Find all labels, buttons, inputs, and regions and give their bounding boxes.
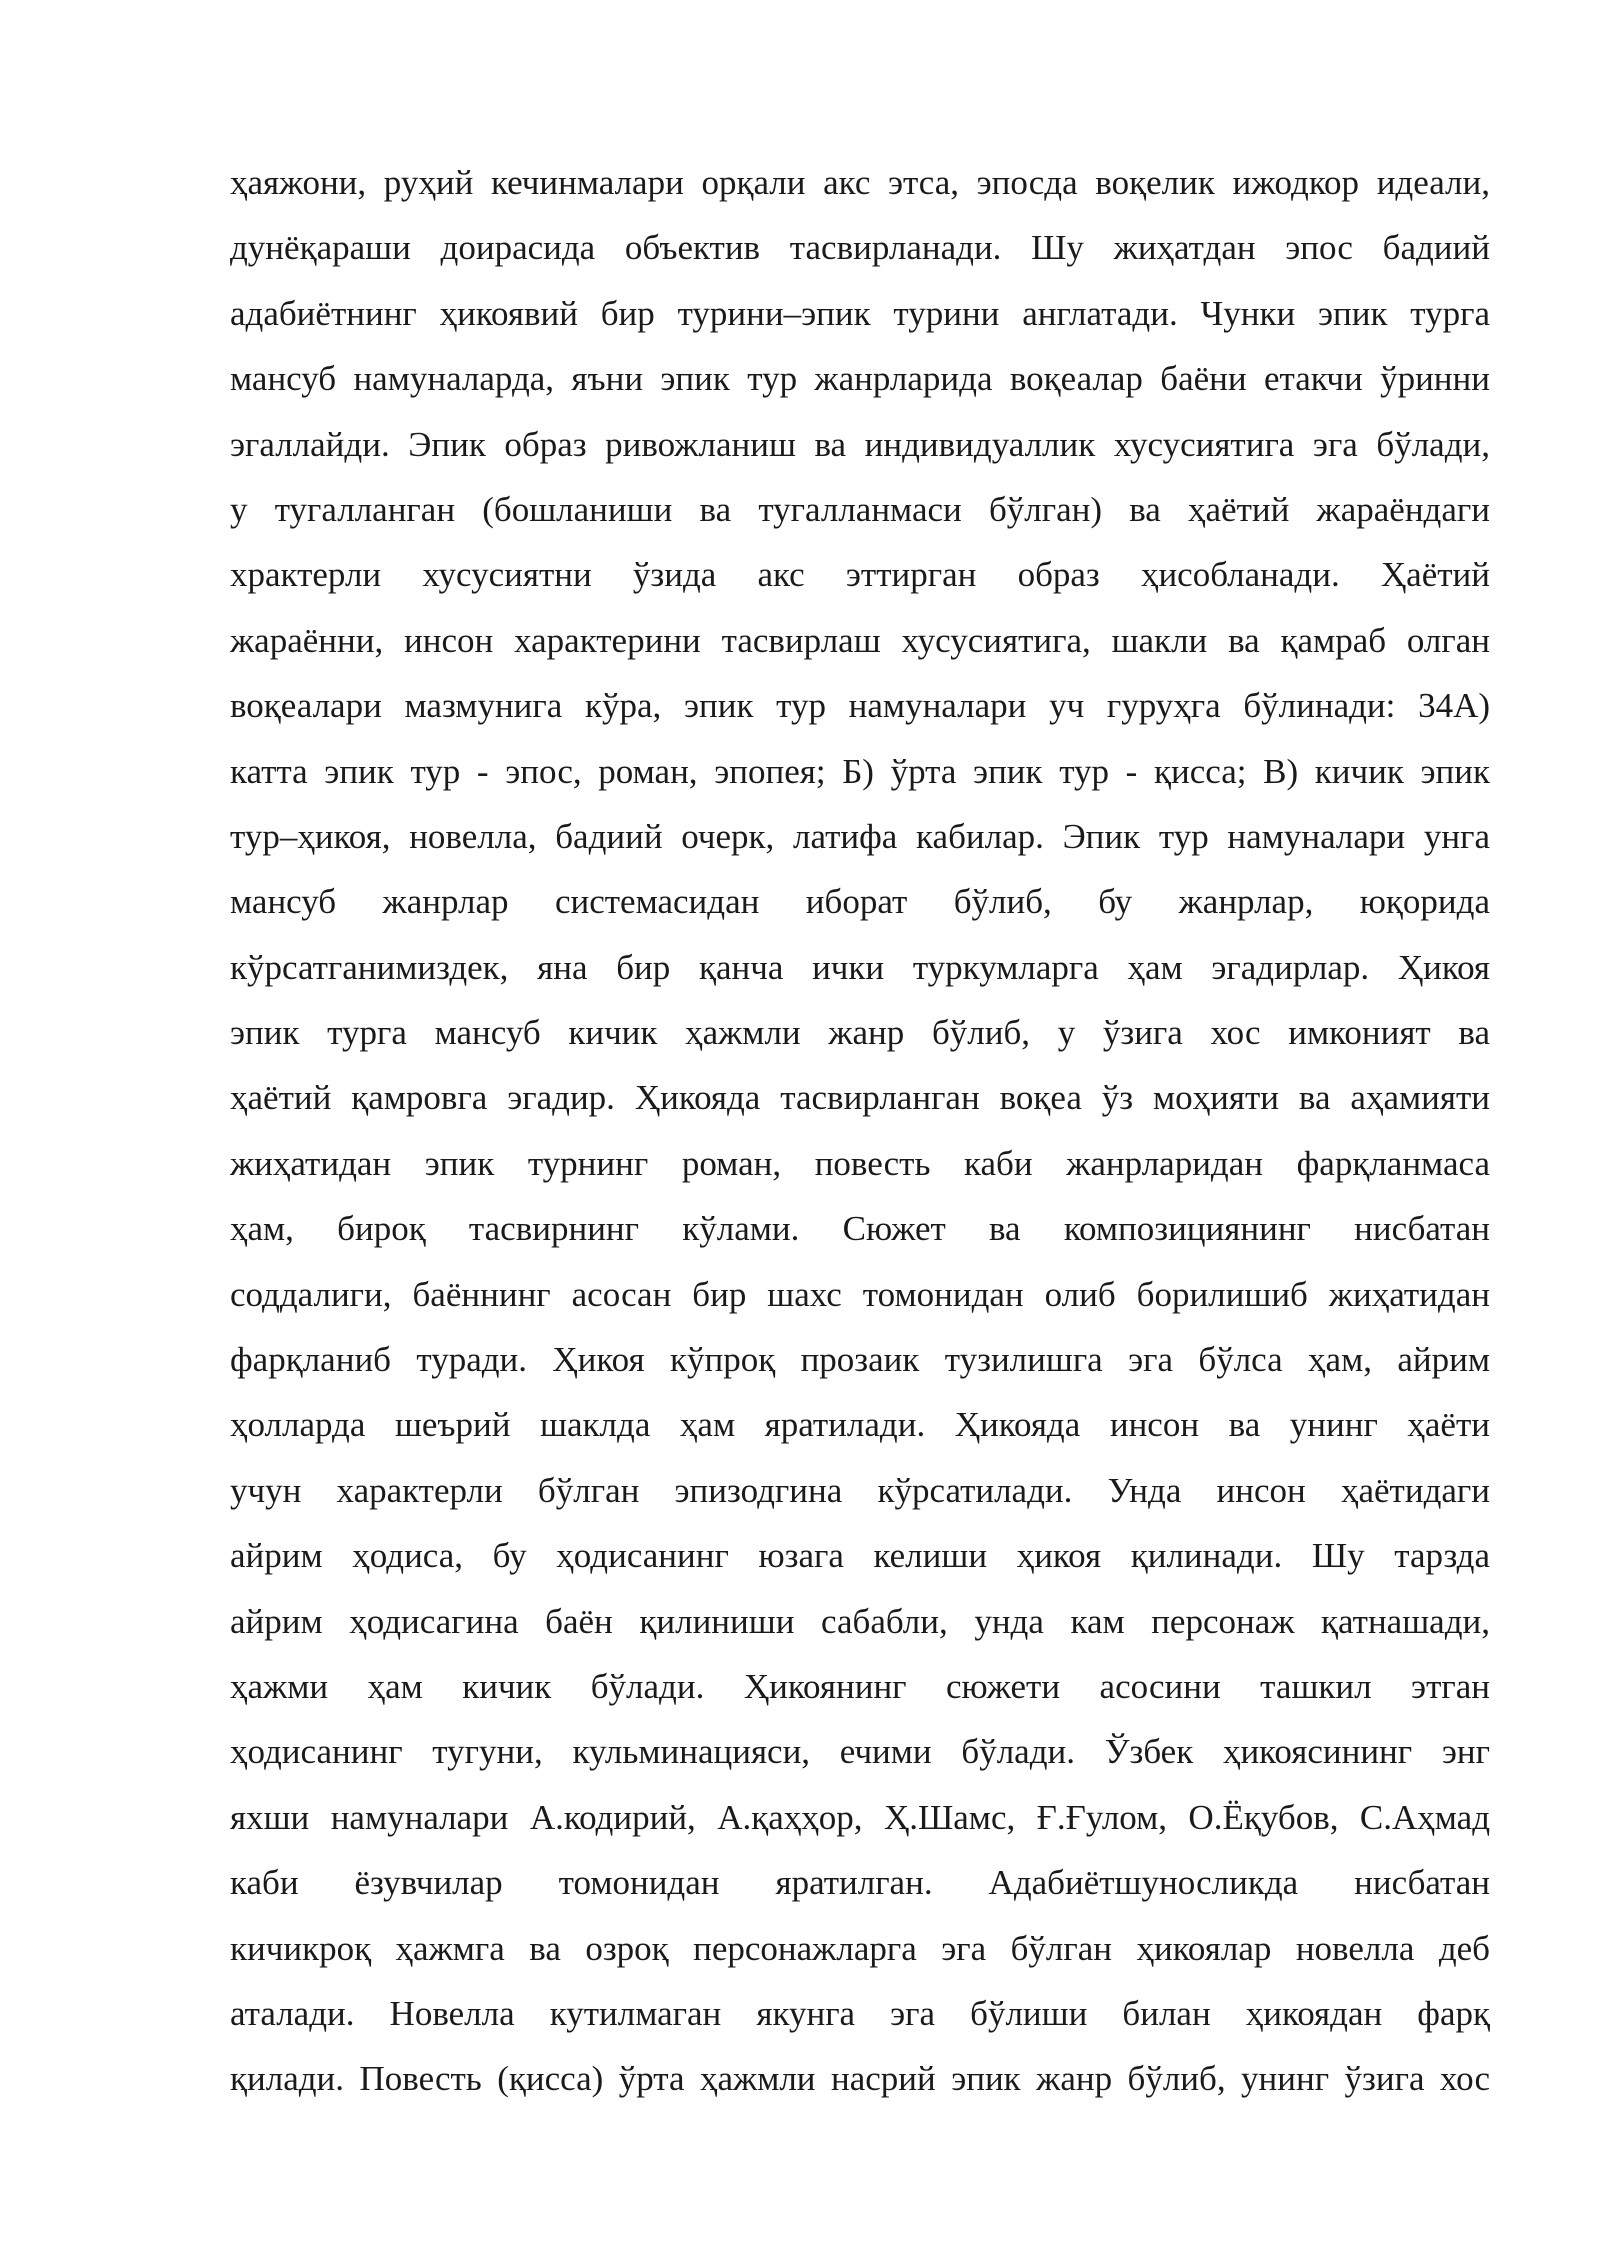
text-line: мансуб намуналарда, яъни эпик тур жанрларида воқеалар баёни етакчи ўринни (230, 359, 1490, 399)
text-line: ҳаяжони, руҳий кечинмалари орқали акс этса, эпосда воқелик ижодкор идеали, (230, 163, 1490, 202)
text-line: воқеалари мазмунига кўра, эпик тур намуналари уч гуруҳга бўлинади: 34А) (230, 686, 1490, 726)
text-line: соддалиги, баённинг асосан бир шахс томонидан олиб борилишиб жиҳатидан (230, 1274, 1490, 1314)
text-line: кўрсатганимиздек, яна бир қанча ички туркумларга ҳам эгадирлар. Ҳикоя (230, 947, 1490, 987)
text-line: ҳолларда шеърий шаклда ҳам яратилади. Ҳикояда инсон ва унинг ҳаёти (230, 1405, 1490, 1445)
text-line: айрим ҳодиса, бу ҳодисанинг юзага келиши ҳикоя қилинади. Шу тарзда (230, 1536, 1490, 1576)
text-line: катта эпик тур - эпос, роман, эпопея; Б) ўрта эпик тур - қисса; В) кичик эпик (230, 751, 1490, 791)
text-line: мансуб жанрлар системасидан иборат бўлиб, бу жанрлар, юқорида (230, 882, 1490, 922)
text-line: ҳодисанинг тугуни, кульминацияси, ечими бўлади. Ўзбек ҳикоясининг энг (230, 1732, 1490, 1772)
text-line: эгаллайди. Эпик образ ривожланиш ва индивидуаллик хусусиятига эга бўлади, (230, 424, 1490, 464)
text-line: каби ёзувчилар томонидан яратилган. Адабиётшуносликда нисбатан (230, 1863, 1490, 1903)
text-line: жараённи, инсон характерини тасвирлаш хусусиятига, шакли ва қамраб олган (230, 620, 1490, 660)
text-line: яхши намуналари А.кодирий, А.қаҳҳор, Ҳ.Шамс, Ғ.Ғулом, О.Ёқубов, С.Аҳмад (230, 1797, 1490, 1837)
text-line: храктерли хусусиятни ўзида акс эттирган образ ҳисобланади. Ҳаётий (230, 555, 1490, 595)
text-line: учун характерли бўлган эпизодгина кўрсатилади. Унда инсон ҳаётидаги (230, 1470, 1490, 1510)
text-line: у тугалланган (бошланиши ва тугалланмаси бўлган) ва ҳаётий жараёндаги (230, 489, 1490, 529)
text-line: кичикроқ ҳажмга ва озроқ персонажларга эга бўлган ҳикоялар новелла деб (230, 1928, 1490, 1968)
text-line: айрим ҳодисагина баён қилиниши сабабли, унда кам персонаж қатнашади, (230, 1601, 1490, 1641)
text-line: ҳаётий қамровга эгадир. Ҳикояда тасвирланган воқеа ўз моҳияти ва аҳамияти (230, 1078, 1490, 1118)
text-line: эпик турга мансуб кичик ҳажмли жанр бўлиб, у ўзига хос имконият ва (230, 1013, 1490, 1053)
text-line: ҳажми ҳам кичик бўлади. Ҳикоянинг сюжети асосини ташкил этган (230, 1666, 1490, 1706)
body-text (230, 150, 1490, 2112)
text-line: қилади. Повесть (қисса) ўрта ҳажмли насрий эпик жанр бўлиб, унинг ўзига хос (230, 2059, 1490, 2099)
text-line: фарқланиб туради. Ҳикоя кўпроқ прозаик тузилишга эга бўлса ҳам, айрим (230, 1340, 1490, 1380)
text-line: жиҳатидан эпик турнинг роман, повесть каби жанрларидан фарқланмаса (230, 1143, 1490, 1183)
text-line: адабиётнинг ҳикоявий бир турини–эпик турини англатади. Чунки эпик турга (230, 293, 1490, 333)
text-line: аталади. Новелла кутилмаган якунга эга бўлиши билан ҳикоядан фарқ (230, 1993, 1490, 2033)
text-line: ҳам, бироқ тасвирнинг кўлами. Сюжет ва композициянинг нисбатан (230, 1209, 1490, 1249)
text-line: дунёқараши доирасида объектив тасвирланади. Шу жиҳатдан эпос бадиий (230, 228, 1490, 268)
text-line: тур–ҳикоя, новелла, бадиий очерк, латифа кабилар. Эпик тур намуналари унга (230, 816, 1490, 856)
